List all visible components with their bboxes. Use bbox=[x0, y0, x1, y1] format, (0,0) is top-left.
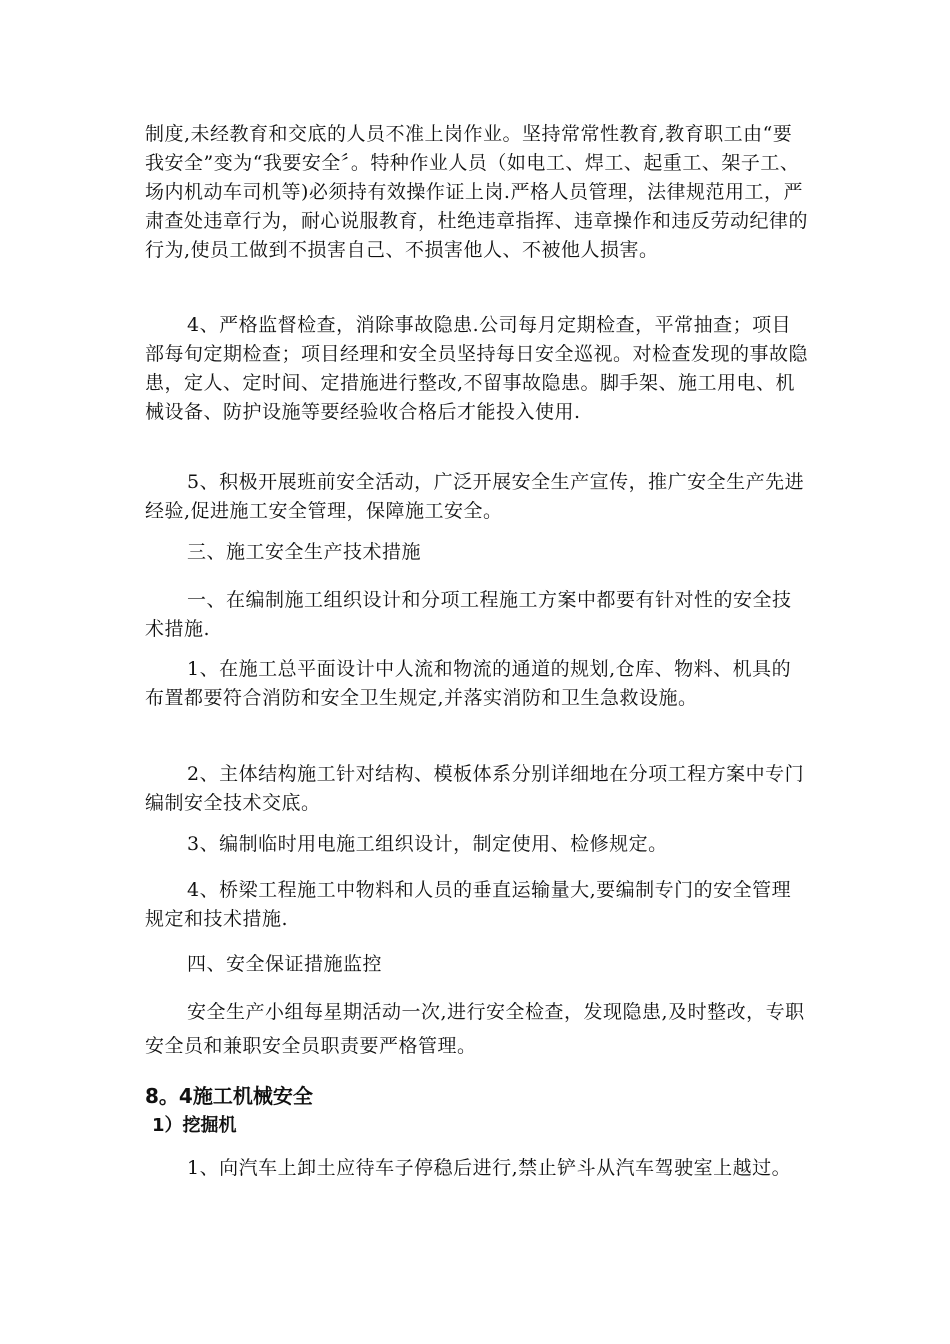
paragraph-inspection: 4、严格监督检查，消除事故隐患.公司每月定期检查，平常抽查；项目部每旬定期检查；项目经理和安全员坚持每日安全巡视。对检查发现的事故隐患，定人、定时间、定措施进行整改,不留事故隐患。脚手架、施工用电、机械设备、防护设施等要经验收合格后才能投入使用. bbox=[145, 314, 809, 423]
section-title-technical-measures: 三、施工安全生产技术措施 bbox=[187, 541, 422, 563]
paragraph-bridge-works: 4、桥梁工程施工中物料和人员的垂直运输量大,要编制专门的安全管理规定和技术措施. bbox=[145, 879, 792, 930]
section-heading-machinery-safety: 8。4施工机械安全 bbox=[145, 1084, 313, 1108]
paragraph-pre-shift-activities: 5、积极开展班前安全活动，广泛开展安全生产宣传，推广安全生产先进经验,促进施工安全管理，保障施工安全。 bbox=[145, 471, 805, 522]
paragraph-main-structure: 2、主体结构施工针对结构、模板体系分别详细地在分项工程方案中专门编制安全技术交底。 bbox=[145, 763, 805, 814]
paragraph-safety-group: 安全生产小组每星期活动一次,进行安全检查，发现隐患,及时整改，专职安全员和兼职安全员职责要严格管理。 bbox=[145, 1001, 805, 1057]
subheading-excavator: 1）挖掘机 bbox=[152, 1115, 237, 1136]
paragraph-construction-plan: 一、在编制施工组织设计和分项工程施工方案中都要有针对性的安全技术措施. bbox=[145, 589, 792, 640]
paragraph-temporary-power: 3、编制临时用电施工组织设计，制定使用、检修规定。 bbox=[187, 833, 668, 855]
paragraph-training-requirements: 制度,未经教育和交底的人员不准上岗作业。坚持常常性教育,教育职工由“要我安全”变为“我要安全〞。特种作业人员（如电工、焊工、起重工、架子工、场内机动车司机等)必须持有效操作证上岗.严格人员管理，法律规范用工，严肃查处违章行为，耐心说服教育，杜绝违章指挥、违章操作和违反劳动纪律的行为,使员工做到不损害自己、不损害他人、不被他人损害。 bbox=[145, 123, 809, 261]
section-title-monitoring: 四、安全保证措施监控 bbox=[187, 953, 383, 975]
paragraph-excavator-rule-1: 1、向汽车上卸土应待车子停稳后进行,禁止铲斗从汽车驾驶室上越过。 bbox=[187, 1157, 792, 1179]
paragraph-site-layout: 1、在施工总平面设计中人流和物流的通道的规划,仓库、物料、机具的布置都要符合消防和安全卫生规定,并落实消防和卫生急救设施。 bbox=[145, 658, 792, 709]
